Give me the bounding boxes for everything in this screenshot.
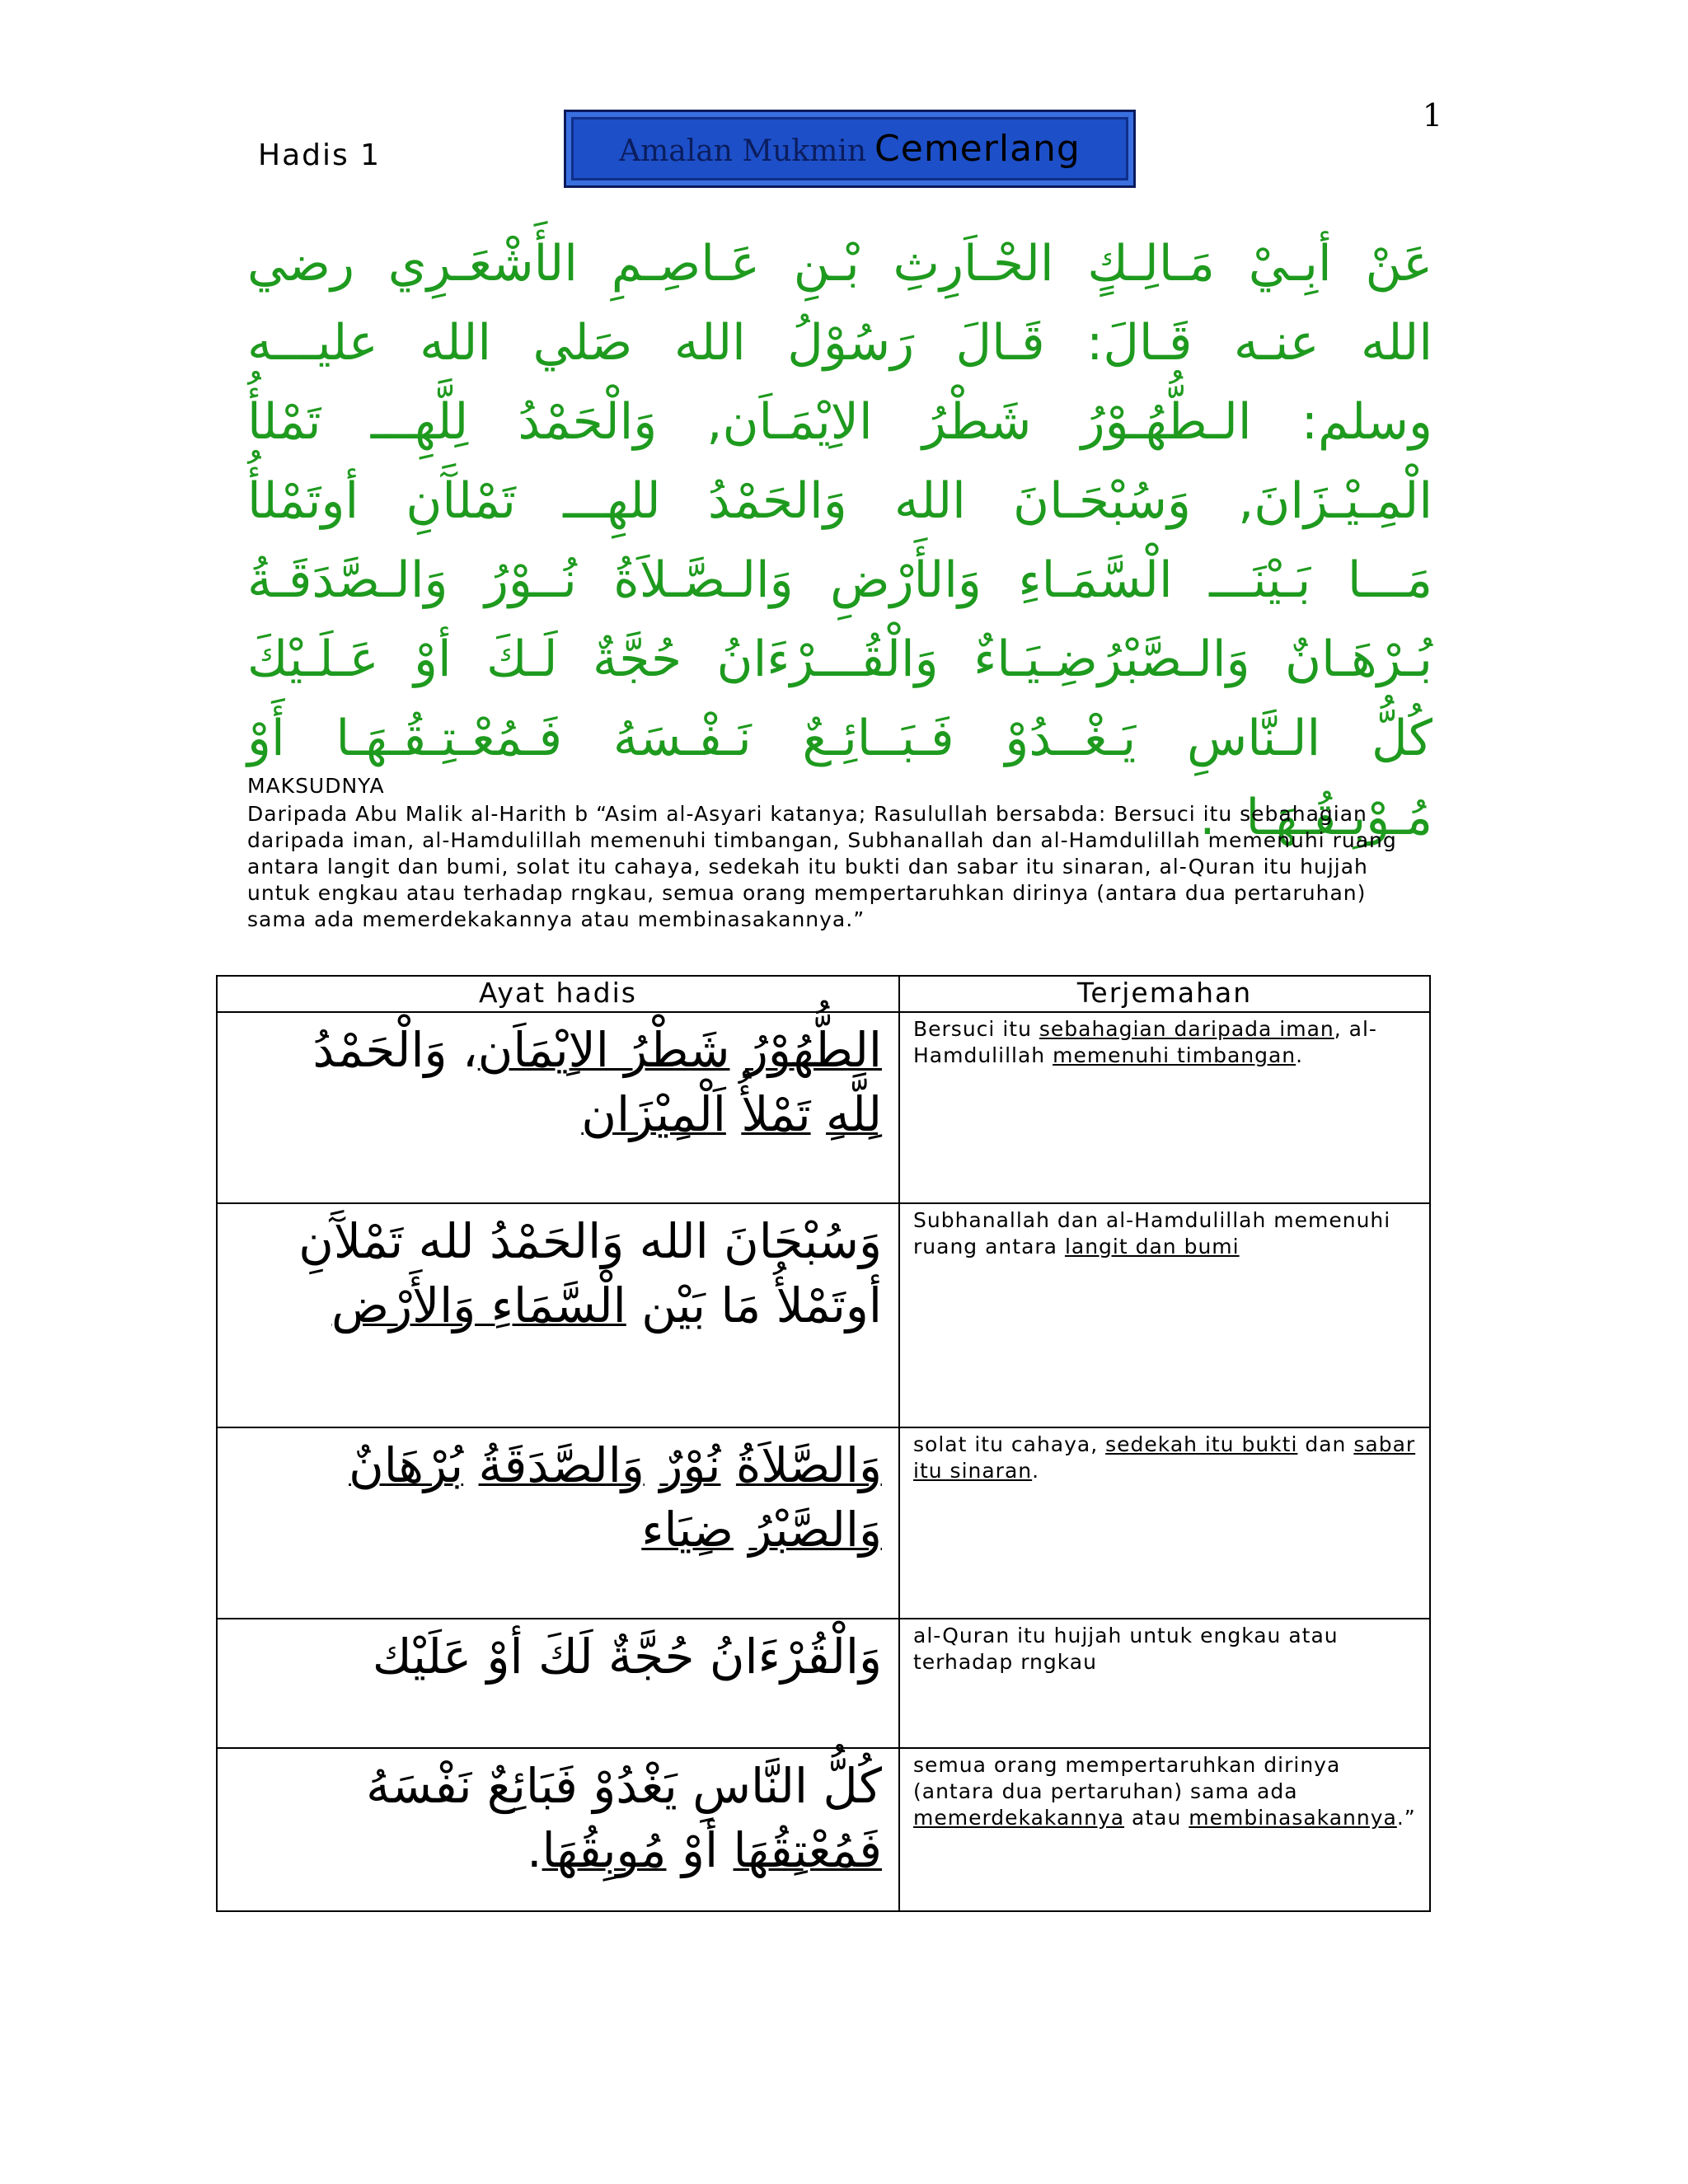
- ayat-segment: بُرْهَانٌ: [349, 1437, 464, 1493]
- ayat-segment: [626, 1277, 641, 1333]
- hadis-label: Hadis 1: [258, 138, 382, 172]
- maksudnya-section: [247, 773, 1432, 933]
- table-row: [217, 1619, 1430, 1748]
- ayat-segment: وَسُبْحَانَ الله وَالحَمْدُ لله تَمْلآَنِ أوتَمْلأُ مَا بَيْن: [298, 1213, 882, 1333]
- terj-segment: Bersuci itu: [913, 1017, 1039, 1041]
- terjemahan-cell: [899, 1203, 1430, 1427]
- terj-segment: sedekah itu bukti: [1105, 1432, 1298, 1456]
- ayat-segment: ،: [447, 1022, 478, 1078]
- table-row: [217, 1012, 1430, 1203]
- maksudnya-text: Daripada Abu Malik al-Harith b “Asim al-Asyari katanya; Rasulullah bersabda: Bersuci itu sebahagian daripada iman, al-Hamdulillah memenuhi timbangan, Subhanallah dan al-Hamdulillah memenuhi ruang antara langit dan bumi, solat itu cahaya, sedekah itu bukti dan sabar itu sinaran, al-Quran itu hujjah untuk engkau atau terhadap rngkau, semua orang mempertaruhkan dirinya (antara dua pertaruhan) sama ada memerdekakannya atau membinasakannya.”: [247, 802, 1397, 931]
- terj-segment: al-Quran itu hujjah untuk engkau atau terhadap rngkau: [913, 1624, 1339, 1674]
- ayat-segment: [645, 1437, 659, 1493]
- ayat-segment: الطُّهُوْرُ: [744, 1022, 882, 1078]
- maksudnya-title: MAKSUDNYA: [247, 774, 385, 798]
- ayat-segment: [718, 1822, 733, 1878]
- hadis-table: [216, 975, 1431, 1912]
- ayat-cell: [217, 1203, 899, 1427]
- ayat-segment: نُوْرٌ: [659, 1437, 721, 1493]
- terj-segment: .”: [1396, 1806, 1416, 1830]
- terjemahan-cell: [899, 1748, 1430, 1911]
- terj-segment: memerdekakannya: [913, 1806, 1125, 1830]
- terj-segment: solat itu cahaya,: [913, 1432, 1106, 1456]
- terj-segment: semua orang mempertaruhkan dirinya (antara dua pertaruhan) sama ada: [913, 1753, 1341, 1803]
- hadith-arabic-text: عَنْ أبِـيْ مَـالِـكٍ الحْـاَرِثِ بْـنِ عَـاصِـمِ الأَشْعَـرِي رضي الله عنـه قَـالَ: قَـالَ رَسُوْلُ الله صَلي الله عليـــه وسلم: الـطُّهُـوْرُ شَطْرُ الاِيْمَـاَن, وَالْحَمْدُ لِلَّهِـــ تَمْلأُ الْمِـيْـزَانَ, وَسُبْحَـانَ الله وَالحَمْدُ للهِـــ تَمْلآَنِ أوتَمْلأُ مَـــا بَـيْنَـــ الْسَّمَـاءِ وَالأَرْضِ وَالـصَّـلاَةُ نُــوْرُ وَالـصَّدَقَـةُ بُـرْهَـانٌ وَالـصَّبْرُضِـيَـاءٌ وَالْقُـــرْءَانُ حُجَّةٌ لَـكَ أوْ عَـلَـيْكَ كُلُّ الـنَّاسِ يَـغْــدُوْ فَـبَــائِـعٌ نَـفْـسَهُ فَـمُعْـتِـقُـهَـا أَوْ مُـوْبِـقُـهَـا .: [247, 235, 1432, 846]
- ayat-segment: وَالصَّدَقَةُ: [478, 1437, 645, 1493]
- title-banner: [564, 110, 1136, 188]
- terj-segment: Subhanallah dan al-Hamdulillah memenuhi ruang antara: [913, 1208, 1391, 1258]
- terj-segment: .: [1032, 1459, 1040, 1483]
- ayat-segment: وَالْحَمْدُ: [312, 1022, 448, 1078]
- ayat-segment: وَالصَّبْرُ: [748, 1502, 882, 1558]
- ayat-cell: [217, 1012, 899, 1203]
- ayat-segment: أوْ: [681, 1822, 719, 1878]
- terj-segment: .: [1296, 1043, 1304, 1067]
- terj-segment: atau: [1124, 1806, 1189, 1830]
- terj-segment: sebahagian daripada iman: [1039, 1017, 1334, 1041]
- header-ayat-hadis: Ayat hadis: [217, 976, 899, 1012]
- table-row: [217, 1748, 1430, 1911]
- ayat-segment: [811, 1086, 826, 1142]
- banner-title-part1: Amalan Mukmin: [619, 134, 867, 168]
- terjemahan-cell: [899, 1427, 1430, 1619]
- ayat-segment: اَلْمِيْزَان: [581, 1086, 726, 1142]
- terjemahan-cell: [899, 1619, 1430, 1748]
- terj-segment: membinasakannya: [1189, 1806, 1397, 1830]
- page-number: 1: [1422, 97, 1442, 134]
- ayat-segment: [734, 1502, 748, 1558]
- ayat-segment: تَمْلأُ: [741, 1086, 811, 1142]
- ayat-segment: فَمُعْتِقُهَا: [733, 1822, 882, 1878]
- ayat-segment: وَالصَّلاَةُ: [735, 1437, 882, 1493]
- table-row: [217, 1203, 1430, 1427]
- terj-segment: langit dan bumi: [1064, 1235, 1240, 1258]
- terj-segment: memenuhi timbangan: [1053, 1043, 1296, 1067]
- ayat-segment: [726, 1086, 741, 1142]
- table-row: [217, 1427, 1430, 1619]
- ayat-segment: [720, 1437, 735, 1493]
- terj-segment: dan: [1297, 1432, 1354, 1456]
- terj-segment: , al-Hamdulillah: [913, 1017, 1377, 1067]
- ayat-cell: [217, 1748, 899, 1911]
- ayat-segment: وَالْقُرْءَانُ حُجَّةٌ لَكَ أوْ عَلَيْك: [372, 1629, 882, 1685]
- ayat-segment: [667, 1822, 682, 1878]
- ayat-segment: [463, 1437, 478, 1493]
- ayat-segment: .: [527, 1822, 542, 1878]
- ayat-segment: لِلَّهِ: [826, 1086, 882, 1142]
- ayat-cell: [217, 1619, 899, 1748]
- terj-segment: sabar itu sinaran: [913, 1432, 1416, 1483]
- ayat-cell: [217, 1427, 899, 1619]
- ayat-segment: ضِيَاء: [641, 1502, 734, 1558]
- ayat-segment: كُلُّ النَّاسِ يَغْدُوْ فَبَائِعٌ نَفْسَهُ: [366, 1758, 882, 1814]
- ayat-segment: مُوبِقُهَا: [542, 1822, 667, 1878]
- ayat-segment: شَطْرُ الاِيْمَاَن: [477, 1022, 730, 1078]
- ayat-segment: الْسَّمَاءِ وَالأَرْض: [331, 1277, 626, 1333]
- header-terjemahan: Terjemahan: [899, 976, 1430, 1012]
- ayat-segment: [729, 1022, 744, 1078]
- terjemahan-cell: [899, 1012, 1430, 1203]
- banner-title-part2: Cemerlang: [874, 128, 1081, 170]
